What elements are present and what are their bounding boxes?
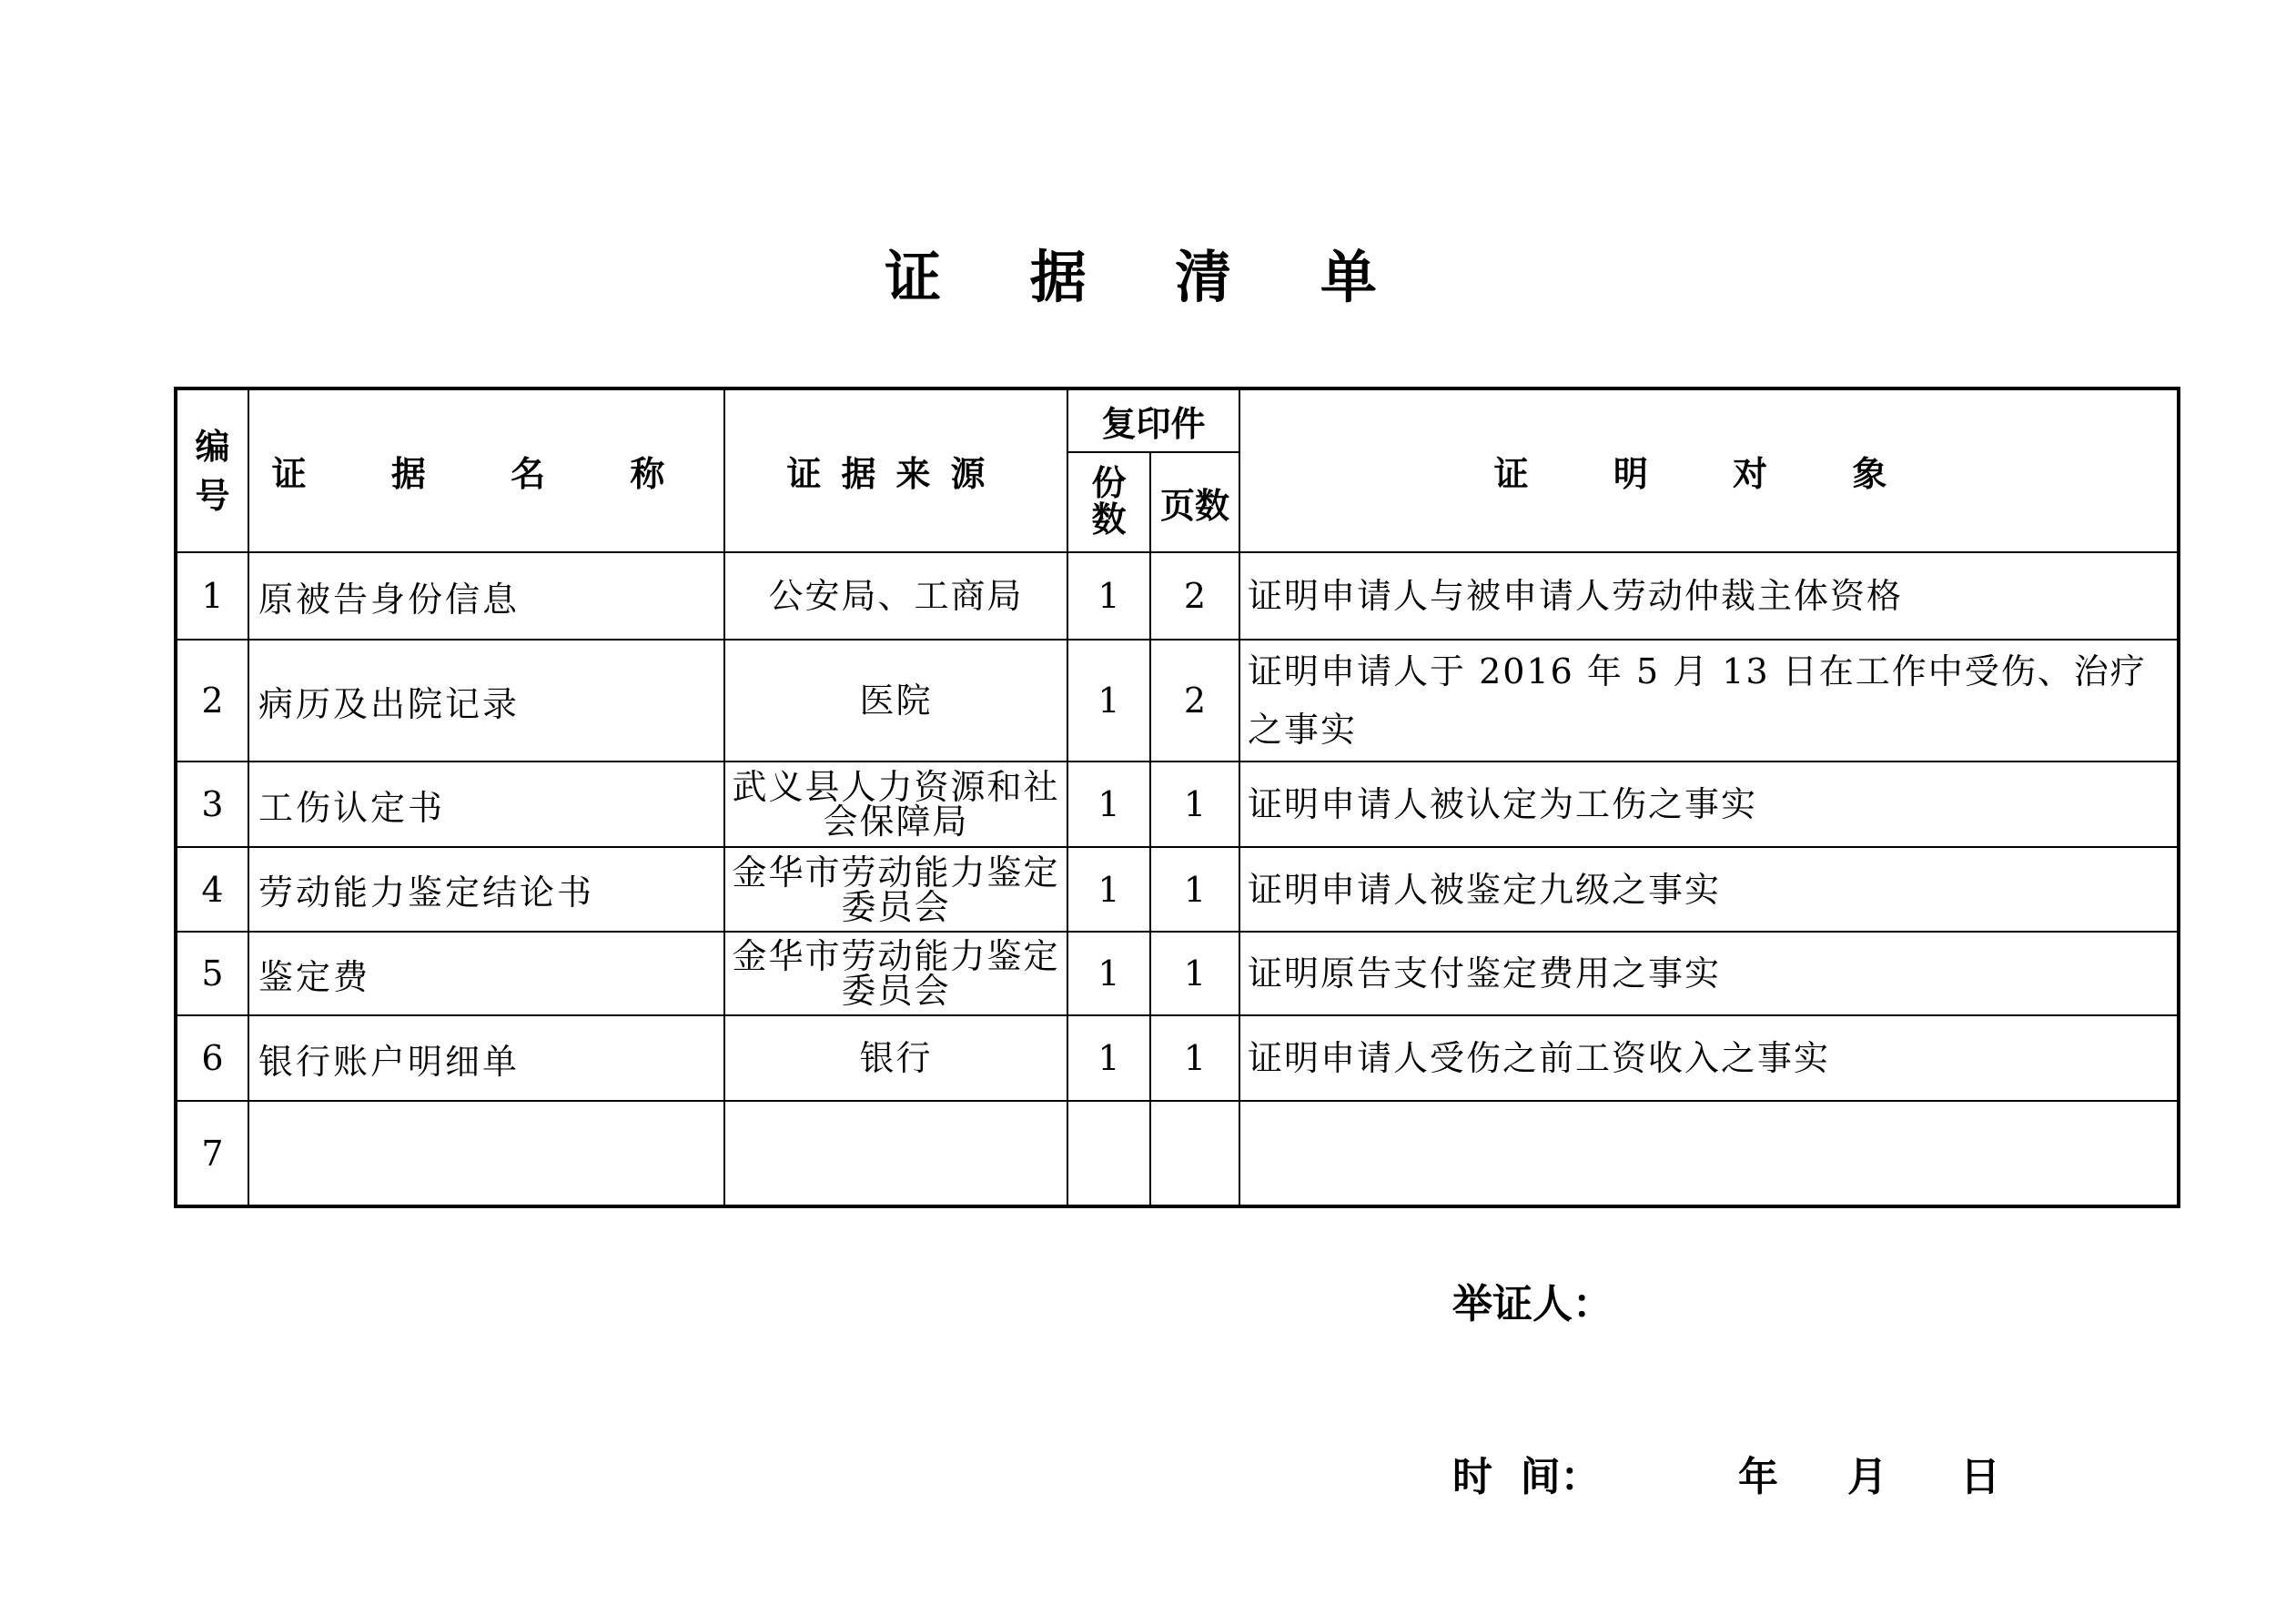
row-no: 4 — [176, 847, 248, 932]
row-name — [248, 1101, 724, 1206]
row-object: 证明申请人被认定为工伤之事实 — [1239, 762, 2179, 847]
row-no: 5 — [176, 932, 248, 1015]
row-source: 金华市劳动能力鉴定委员会 — [724, 847, 1067, 932]
header-row — [176, 388, 2179, 452]
day-label: 日 — [1960, 1454, 2000, 1500]
row-source: 公安局、工商局 — [724, 552, 1067, 640]
evidence-table — [174, 387, 2180, 1208]
header-object: 证 明 对 象 — [1239, 388, 2179, 552]
row-pages: 2 — [1150, 552, 1239, 640]
row-object: 证明申请人被鉴定九级之事实 — [1239, 847, 2179, 932]
row-copies: 1 — [1067, 847, 1150, 932]
table-row — [176, 552, 2179, 640]
row-pages — [1150, 1101, 1239, 1206]
table-row — [176, 640, 2179, 762]
row-name: 原被告身份信息 — [248, 552, 724, 640]
month-label: 月 — [1847, 1454, 1887, 1500]
table-row — [176, 1015, 2179, 1101]
row-copies — [1067, 1101, 1150, 1206]
row-object: 证明申请人受伤之前工资收入之事实 — [1239, 1015, 2179, 1101]
page-title: 证 据 清 单 — [885, 244, 1411, 310]
row-source: 银行 — [724, 1015, 1067, 1101]
row-name: 劳动能力鉴定结论书 — [248, 847, 724, 932]
header-source: 证据来源 — [724, 388, 1067, 552]
table-row — [176, 762, 2179, 847]
time-label: 时 间： — [1452, 1454, 1601, 1500]
row-copies: 1 — [1067, 1015, 1150, 1101]
row-copies: 1 — [1067, 762, 1150, 847]
header-copies: 份数 — [1067, 452, 1150, 552]
provider-label: 举证人： — [1452, 1281, 1613, 1327]
row-source — [724, 1101, 1067, 1206]
row-object: 证明申请人于 2016 年 5 月 13 日在工作中受伤、治疗之事实 — [1239, 640, 2179, 762]
row-pages: 1 — [1150, 932, 1239, 1015]
row-name: 工伤认定书 — [248, 762, 724, 847]
row-copies: 1 — [1067, 552, 1150, 640]
row-no: 6 — [176, 1015, 248, 1101]
header-name: 证 据 名 称 — [248, 388, 724, 552]
table-row — [176, 932, 2179, 1015]
row-name: 鉴定费 — [248, 932, 724, 1015]
row-source: 医院 — [724, 640, 1067, 762]
row-source: 武义县人力资源和社会保障局 — [724, 762, 1067, 847]
row-object: 证明申请人与被申请人劳动仲裁主体资格 — [1239, 552, 2179, 640]
row-no: 7 — [176, 1101, 248, 1206]
row-pages: 1 — [1150, 1015, 1239, 1101]
row-pages: 1 — [1150, 847, 1239, 932]
row-pages: 2 — [1150, 640, 1239, 762]
row-copies: 1 — [1067, 932, 1150, 1015]
row-copies: 1 — [1067, 640, 1150, 762]
row-no: 1 — [176, 552, 248, 640]
year-label: 年 — [1738, 1454, 1778, 1500]
header-no: 编号 — [176, 388, 248, 552]
table-row — [176, 1101, 2179, 1206]
row-name: 病历及出院记录 — [248, 640, 724, 762]
header-copy: 复印件 — [1067, 388, 1239, 452]
row-no: 2 — [176, 640, 248, 762]
row-no: 3 — [176, 762, 248, 847]
row-object — [1239, 1101, 2179, 1206]
row-pages: 1 — [1150, 762, 1239, 847]
row-name: 银行账户明细单 — [248, 1015, 724, 1101]
row-source: 金华市劳动能力鉴定委员会 — [724, 932, 1067, 1015]
table-row — [176, 847, 2179, 932]
row-object: 证明原告支付鉴定费用之事实 — [1239, 932, 2179, 1015]
header-pages: 页数 — [1150, 452, 1239, 552]
